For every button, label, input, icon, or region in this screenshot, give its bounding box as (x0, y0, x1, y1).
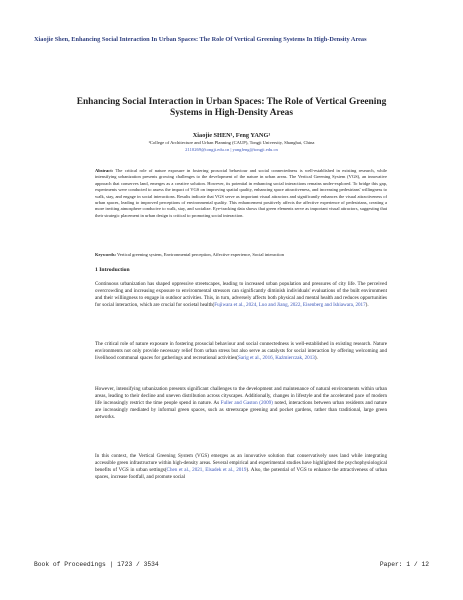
authors: Xiaojie SHEN¹, Feng YANG¹ (192, 132, 271, 139)
paragraph (95, 386, 387, 421)
citation-link[interactable]: Fujiwara et al., 2024, Luo and Jiang, 2022, Eisenberg and Ishiawara, 2017 (214, 302, 366, 309)
paragraph (95, 341, 387, 362)
keywords-label: Keywords: (95, 252, 116, 257)
footer-paper-page: Paper: 1 / 12 (379, 561, 429, 568)
paragraph-text: Continuous urbanization has shaped oppressive streetscapes, leading to increased urban population and pressures of city life. The perceived overcrowding and increasing exposure to environmental stressors can significantly diminish individuals' evaluations of the built environment and their willingness to engage in outdoor activities. This, in turn, adversely affects both physical and mental health and reduces opportunities for social interaction, which are crucial for societal health( (95, 281, 387, 309)
keywords (95, 252, 387, 258)
paragraph-text: ). (314, 355, 318, 362)
paragraph (95, 281, 387, 309)
abstract-label: Abstract: (95, 168, 114, 173)
affiliation: ¹College of Architecture and Urban Planning (CAUP), Tongji University, Shanghai, China (148, 140, 315, 145)
paragraph-text: noted, interactions between urban residents and nature are increasingly mediated by informal green spaces, such as streetscape greening and pocket gardens, rather than traditional, large green networks. (95, 400, 387, 421)
paragraph-text: In this context, the Vertical Greening System (VGS) emerges as an innovative solution that conservatively uses land while integrating accessible green infrastructure within high-density areas. Several empirical and experimental studies have highlighted the psychophysiological benefits of VGS in urban settings( (95, 453, 387, 474)
section-heading-introduction: 1 Introduction (95, 267, 130, 273)
paragraph (95, 453, 387, 481)
paragraph-text: However, intensifying urbanization presents significant challenges to the development and maintenance of natural environments within urban areas, leading to their decline and uneven distribution across cityscapes. Additionally, changes in lifestyle and the accelerated pace of modern life increasingly restrict the time people spend in nature. As (95, 386, 387, 407)
citation-link[interactable]: Fuller and Gaston (2009) (220, 400, 273, 407)
running-header: Xiaojie Shen, Enhancing Social Interaction In Urban Spaces: The Role Of Vertical Greening Systems In High-Density Areas (34, 36, 367, 43)
paragraph-text: ). Also, the potential of VGS to enhance the attractiveness of urban spaces, increase footfall, and promote social (95, 467, 387, 481)
citation-link[interactable]: Sarig et al., 2016, Kaźmierczak, 2013 (238, 355, 315, 362)
author-emails[interactable]: 2110269@tongji.edu.cn | yangfeng@tongji.edu.cn (185, 147, 278, 152)
abstract (95, 168, 387, 219)
footer-proceedings-page: Book of Proceedings | 1723 / 3534 (34, 561, 159, 568)
paragraph-text: The critical role of nature exposure in fostering prosocial behaviour and social connectedness is well-established in existing research. Nature environments not only provide necessary relief from urban stress but also serve as catalysts for social interaction by offering welcoming and livelihood communal spaces for gatherings and recreational activities( (95, 341, 387, 362)
paper-title: Enhancing Social Interaction in Urban Spaces: The Role of Vertical Greening Systems in High-Density Areas (76, 97, 387, 118)
abstract-text: The critical role of nature exposure in fostering prosocial behaviour and social connectedness is well-established in existing research, while intensifying urbanization presents growing challenges to the development of the nature in urban areas. The Vertical Greening System (VGS), an innovative approach that conserves land, emerges as a creative solution. However, its potential in enhancing social interactions remains under-explored. To bridge this gap, experiments were conducted to assess the impact of VGS on improving spatial quality, enhancing space attractiveness, and increasing pedestrians' willingness to walk, stay, and engage in social interactions. Results indicate that VGS serve as important visual attractors and significantly enhances the visual attractiveness of urban spaces, leading to improved perceptions of environmental quality. This enhancement positively affects the affective experience of pedestrians, creating a more inviting atmosphere conducive to walk, stay, and socialize. Eye-tracking data shows that green elements serve as important visual attractors, suggesting that their strategic placement in urban design is critical to promoting social interaction. (95, 168, 387, 218)
citation-link[interactable]: Chen et al., 2021, Elsadek et al., 2019 (166, 467, 247, 474)
paragraph-text: ). (365, 302, 369, 309)
keywords-text: Vertical greening system, Environmental perception, Affective experience, Social interaction (117, 252, 285, 257)
